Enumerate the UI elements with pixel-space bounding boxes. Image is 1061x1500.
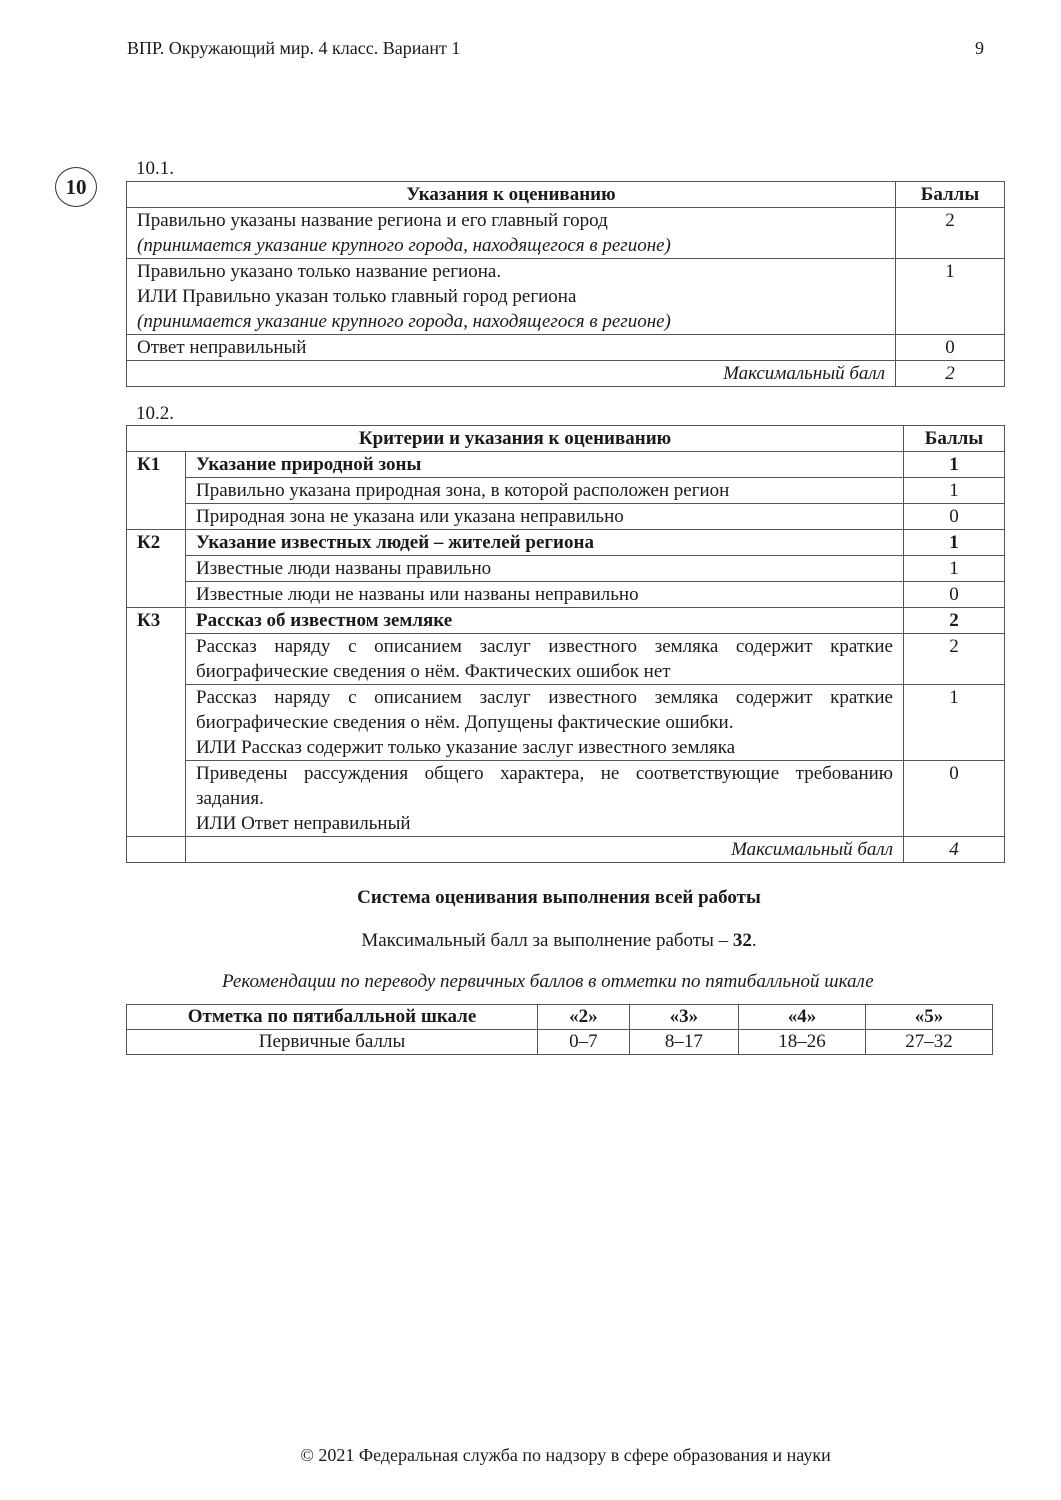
score-range: 8–17 xyxy=(629,1030,738,1055)
points-cell: 0 xyxy=(904,582,1005,608)
criterion-row xyxy=(127,608,1005,634)
part1-table xyxy=(126,181,1005,387)
table-row xyxy=(127,761,1005,837)
criteria-cell xyxy=(127,259,896,335)
page-number: 9 xyxy=(975,38,984,58)
score-range: 18–26 xyxy=(739,1030,866,1055)
grade-conversion-table xyxy=(126,1004,993,1055)
header-title: ВПР. Окружающий мир. 4 класс. Вариант 1 xyxy=(127,38,461,58)
criteria-header: Указания к оцениванию xyxy=(127,182,896,208)
grade-cell: «3» xyxy=(629,1005,738,1030)
part1-label: 10.1. xyxy=(136,158,174,179)
criteria-text: ИЛИ Правильно указан только главный город региона xyxy=(137,286,577,307)
criteria-text: Рассказ наряду с описанием заслуг известного земляка содержит краткие биографические сведения о нём. Допущены фактические ошибки. xyxy=(196,687,893,733)
criteria-header: Критерии и указания к оцениванию xyxy=(127,426,904,452)
criterion-code: К2 xyxy=(127,530,186,608)
table-row xyxy=(127,634,1005,685)
table-row xyxy=(127,556,1005,582)
criterion-row xyxy=(127,530,1005,556)
grade-cell: «4» xyxy=(739,1005,866,1030)
part2-table xyxy=(126,425,1005,863)
criteria-text: Приведены рассуждения общего характера, не соответствующие требованию задания. xyxy=(196,763,893,809)
task-number-badge: 10 xyxy=(55,167,97,207)
part2-label: 10.2. xyxy=(136,403,174,424)
summary-title: Система оценивания выполнения всей работы xyxy=(357,887,761,908)
criteria-text: Природная зона не указана или указана неправильно xyxy=(186,504,904,530)
max-score-suffix: . xyxy=(751,930,757,951)
max-score-label: Максимальный балл xyxy=(186,837,904,863)
table-row xyxy=(127,582,1005,608)
criteria-cell xyxy=(127,208,896,259)
criteria-extra: ИЛИ Ответ неправильный xyxy=(196,813,411,834)
table-header-row xyxy=(127,426,1005,452)
criteria-extra: ИЛИ Рассказ содержит только указание заслуг известного земляка xyxy=(196,737,736,758)
points-cell: 2 xyxy=(896,208,1005,259)
table-row xyxy=(127,504,1005,530)
empty-cell xyxy=(127,837,186,863)
table-row xyxy=(127,478,1005,504)
max-score-value: 4 xyxy=(904,837,1005,863)
max-score-text: Максимальный балл за выполнение работы – xyxy=(361,930,729,951)
criteria-text: Правильно указано только название региона. xyxy=(137,261,502,282)
recommendation-caption: Рекомендации по переводу первичных баллов в отметки по пятибалльной шкале xyxy=(222,971,874,992)
table-row xyxy=(127,685,1005,761)
table-row xyxy=(127,208,1005,259)
points-cell: 2 xyxy=(904,634,1005,685)
criterion-code: К3 xyxy=(127,608,186,837)
table-row xyxy=(127,259,1005,335)
grade-row xyxy=(127,1005,993,1030)
grade-header: Отметка по пятибалльной шкале xyxy=(127,1005,538,1030)
criteria-cell xyxy=(186,634,904,685)
criteria-cell xyxy=(127,335,896,361)
criteria-text: Правильно указана природная зона, в которой расположен регион xyxy=(186,478,904,504)
criterion-points: 1 xyxy=(904,530,1005,556)
score-row xyxy=(127,1030,993,1055)
summary-max-score xyxy=(0,930,1061,952)
criterion-title: Рассказ об известном земляке xyxy=(186,608,904,634)
criteria-cell xyxy=(186,761,904,837)
max-score-row xyxy=(127,361,1005,387)
criteria-note: (принимается указание крупного города, находящегося в регионе) xyxy=(137,311,671,332)
criteria-text: Правильно указаны название региона и его главный город xyxy=(137,210,608,231)
criteria-note: (принимается указание крупного города, находящегося в регионе) xyxy=(137,235,671,256)
criteria-text: Рассказ наряду с описанием заслуг известного земляка содержит краткие биографические сведения о нём. Фактических ошибок нет xyxy=(196,636,893,682)
criterion-points: 2 xyxy=(904,608,1005,634)
table-header-row xyxy=(127,182,1005,208)
points-cell: 1 xyxy=(904,478,1005,504)
points-cell: 1 xyxy=(904,685,1005,761)
criterion-title: Указание природной зоны xyxy=(186,452,904,478)
criterion-row xyxy=(127,452,1005,478)
grade-cell: «2» xyxy=(538,1005,630,1030)
max-score-total: 32 xyxy=(732,930,752,951)
criterion-points: 1 xyxy=(904,452,1005,478)
max-score-row xyxy=(127,837,1005,863)
points-cell: 1 xyxy=(904,556,1005,582)
criteria-text: Ответ неправильный xyxy=(137,337,307,358)
criterion-code: К1 xyxy=(127,452,186,530)
criterion-title: Указание известных людей – жителей региона xyxy=(186,530,904,556)
points-cell: 1 xyxy=(896,259,1005,335)
grade-cell: «5» xyxy=(866,1005,993,1030)
table-row xyxy=(127,335,1005,361)
points-cell: 0 xyxy=(904,504,1005,530)
points-header: Баллы xyxy=(904,426,1005,452)
criteria-cell xyxy=(186,685,904,761)
max-score-label: Максимальный балл xyxy=(127,361,896,387)
points-header: Баллы xyxy=(896,182,1005,208)
footer-copyright: © 2021 Федеральная служба по надзору в сфере образования и науки xyxy=(300,1445,831,1465)
score-range: 27–32 xyxy=(866,1030,993,1055)
score-range: 0–7 xyxy=(538,1030,630,1055)
max-score-value: 2 xyxy=(896,361,1005,387)
score-header: Первичные баллы xyxy=(127,1030,538,1055)
criteria-text: Известные люди названы правильно xyxy=(186,556,904,582)
points-cell: 0 xyxy=(904,761,1005,837)
criteria-text: Известные люди не названы или названы неправильно xyxy=(186,582,904,608)
points-cell: 0 xyxy=(896,335,1005,361)
